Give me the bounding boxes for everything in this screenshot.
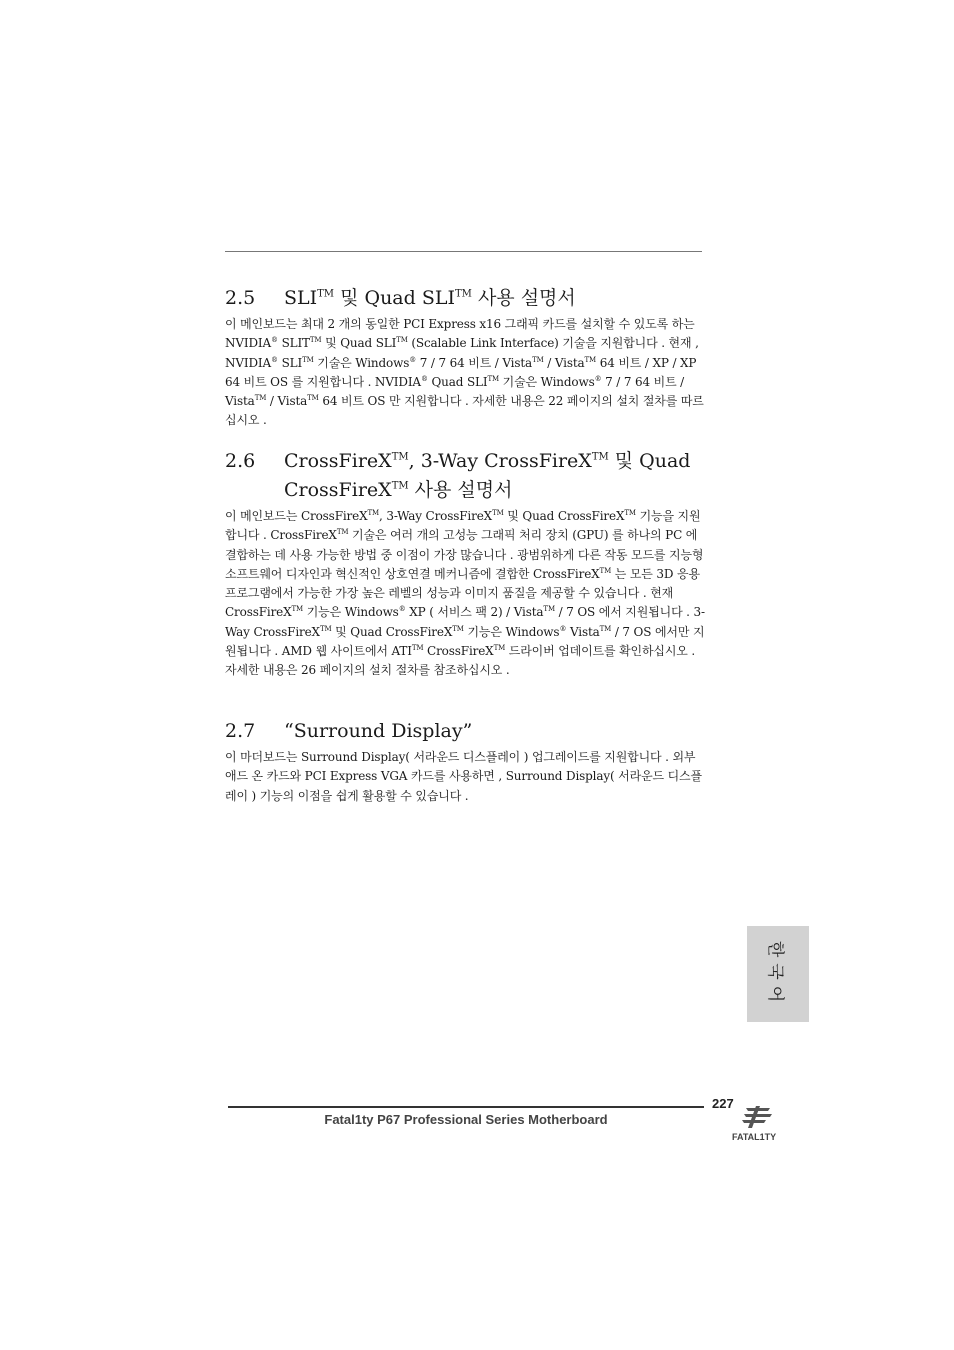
body-text: XP ( 서비스 팩 2) / Vista [405, 605, 544, 620]
trademark-mark: TM [319, 624, 332, 633]
trademark-mark: ® [409, 355, 417, 364]
language-side-tab [747, 926, 809, 1022]
body-text: CrossFireX [423, 644, 494, 659]
body-text: 이 메인보드는 CrossFireX [225, 509, 368, 523]
trademark-mark: TM [336, 528, 349, 537]
trademark-mark: TM [302, 355, 314, 364]
trademark-mark: TM [411, 644, 424, 653]
body-text: 64 비트 OS 만 지원합니다 . 자세한 내용은 22 페이지의 설치 절차를 따르십시오 . [225, 394, 704, 428]
body-text: SLI [277, 355, 303, 370]
trademark-mark: TM [367, 509, 380, 517]
section-body [225, 315, 705, 431]
section-heading [225, 284, 705, 313]
trademark-mark: TM [599, 624, 612, 633]
section-number: 2.6 [225, 450, 256, 472]
body-text: Vista [566, 624, 600, 639]
section-title: “Surround Display” [284, 720, 473, 742]
body-text: 기능은 Windows [303, 605, 399, 620]
trademark-mark: TM [309, 336, 322, 345]
title-text: , 3-Way CrossFireX [408, 450, 592, 472]
body-text: 7 / 7 64 비트 / Vista [416, 355, 533, 370]
title-text: 및 Quad CrossFireX [284, 450, 691, 501]
fatal1ty-logo [726, 1104, 790, 1144]
body-text: 및 Quad CrossFireX [331, 624, 453, 639]
trademark-mark: ® [420, 374, 428, 383]
trademark-mark: TM [291, 605, 304, 614]
section-number: 2.5 [225, 287, 256, 309]
trademark-mark: TM [254, 394, 267, 403]
trademark-mark: TM [599, 566, 612, 575]
body-text: 기능을 지원합니다 . CrossFireX [225, 509, 701, 543]
body-text: 드라이버 업데이트를 확인하십시오 . 자세한 내용은 26 페이지의 설치 절차를 참조하십시오 . [225, 644, 696, 678]
section-number: 2.7 [225, 720, 256, 742]
trademark-mark: ® [398, 605, 406, 614]
section-heading [225, 447, 705, 505]
trademark-mark: TM [317, 288, 335, 300]
footer-rule [228, 1106, 704, 1108]
section-body [225, 507, 705, 681]
trademark-mark: TM [487, 374, 499, 383]
body-text: 및 Quad SLI [321, 336, 397, 351]
trademark-mark: TM [454, 288, 472, 300]
trademark-mark: TM [543, 605, 555, 614]
body-text: 기술은 Windows [313, 355, 410, 370]
trademark-mark: TM [307, 394, 319, 403]
language-label: 한국어 [765, 940, 786, 1008]
body-text: 기능은 Windows [463, 624, 560, 639]
trademark-mark: TM [532, 355, 544, 364]
body-text: 및 Quad CrossFireX [503, 509, 625, 523]
trademark-mark: TM [591, 451, 609, 463]
footer-title: Fatal1ty P67 Professional Series Motherboard [324, 1112, 608, 1127]
body-text: (Scalable Link Interface) 기술을 지원합니다 . 현재 , NVIDIA [225, 336, 699, 370]
body-text: / 7 OS 에서만 지원됩니다 . AMD 웹 사이트에서 ATI [225, 624, 705, 659]
section-body: 이 마더보드는 Surround Display( 서라운드 디스플레이 ) 업그레이드를 지원합니다 . 외부 애드 온 카드와 PCI Express VGA 카드를 사용하면 , Surround Display( 서라운드 디스플레이 ) 기능의 이점을 쉽게 활용할 수 있습니다 . [225, 750, 702, 803]
title-text: 및 Quad SLI [334, 287, 455, 309]
trademark-mark: TM [391, 451, 409, 463]
body-text: / 7 OS 에서 지원됩니다 . 3-Way CrossFireX [225, 605, 705, 639]
body-text: 7 / 7 64 비트 / Vista [225, 374, 685, 409]
trademark-mark: TM [391, 480, 409, 492]
top-rule [225, 251, 702, 252]
body-text: / Vista [266, 394, 308, 409]
trademark-mark: ® [271, 355, 278, 364]
title-text: 사용 설명서 [471, 287, 576, 309]
logo-text: FATAL1TY [732, 1132, 777, 1142]
section-title [284, 450, 690, 501]
body-text: , 3-Way CrossFireX [379, 509, 493, 523]
trademark-mark: ® [594, 374, 602, 383]
body-text: Quad SLI [427, 374, 488, 389]
body-text: 이 메인보드는 최대 2 개의 동일한 PCI Express x16 그래픽 카드를 설치할 수 있도록 하는 NVIDIA [225, 317, 695, 351]
section-title [284, 287, 576, 309]
trademark-mark: TM [452, 624, 464, 633]
section-2-6 [225, 447, 705, 681]
trademark-mark: ® [271, 336, 278, 345]
trademark-mark: TM [584, 355, 597, 364]
body-text: 는 모든 3D 응용 프로그램에서 가능한 가장 높은 레벨의 성능과 이미지 품질을 제공할 수 있습니다 . 현재 CrossFireX [225, 566, 700, 620]
title-text: 사용 설명서 [408, 479, 513, 501]
trademark-mark: TM [396, 336, 408, 345]
body-text: 64 비트 / XP / XP 64 비트 OS 를 지원합니다 . NVIDIA [225, 355, 697, 389]
section-heading [225, 717, 705, 746]
page-number: 227 [712, 1096, 734, 1111]
body-text: SLIT [277, 336, 310, 351]
trademark-mark: TM [492, 509, 504, 517]
section-2-7 [225, 717, 705, 806]
body-text: 기술은 Windows [498, 374, 595, 389]
trademark-mark: ® [559, 624, 567, 633]
body-text: 기술은 여러 개의 고성능 그래픽 처리 장치 (GPU) 를 하나의 PC 에 결합하는 데 사용 가능한 방법 중 이점이 가장 많습니다 . 광범위하게 다른 작동 모드를 지능형 소프트웨어 디자인과 혁신적인 상호연결 메커니즘에 결합한 CrossFireX [225, 528, 704, 581]
title-text: SLI [284, 287, 318, 309]
body-text: / Vista [543, 355, 585, 370]
trademark-mark: TM [624, 509, 636, 517]
section-2-5 [225, 284, 705, 431]
trademark-mark: TM [493, 644, 506, 653]
title-text: CrossFireX [284, 450, 392, 472]
